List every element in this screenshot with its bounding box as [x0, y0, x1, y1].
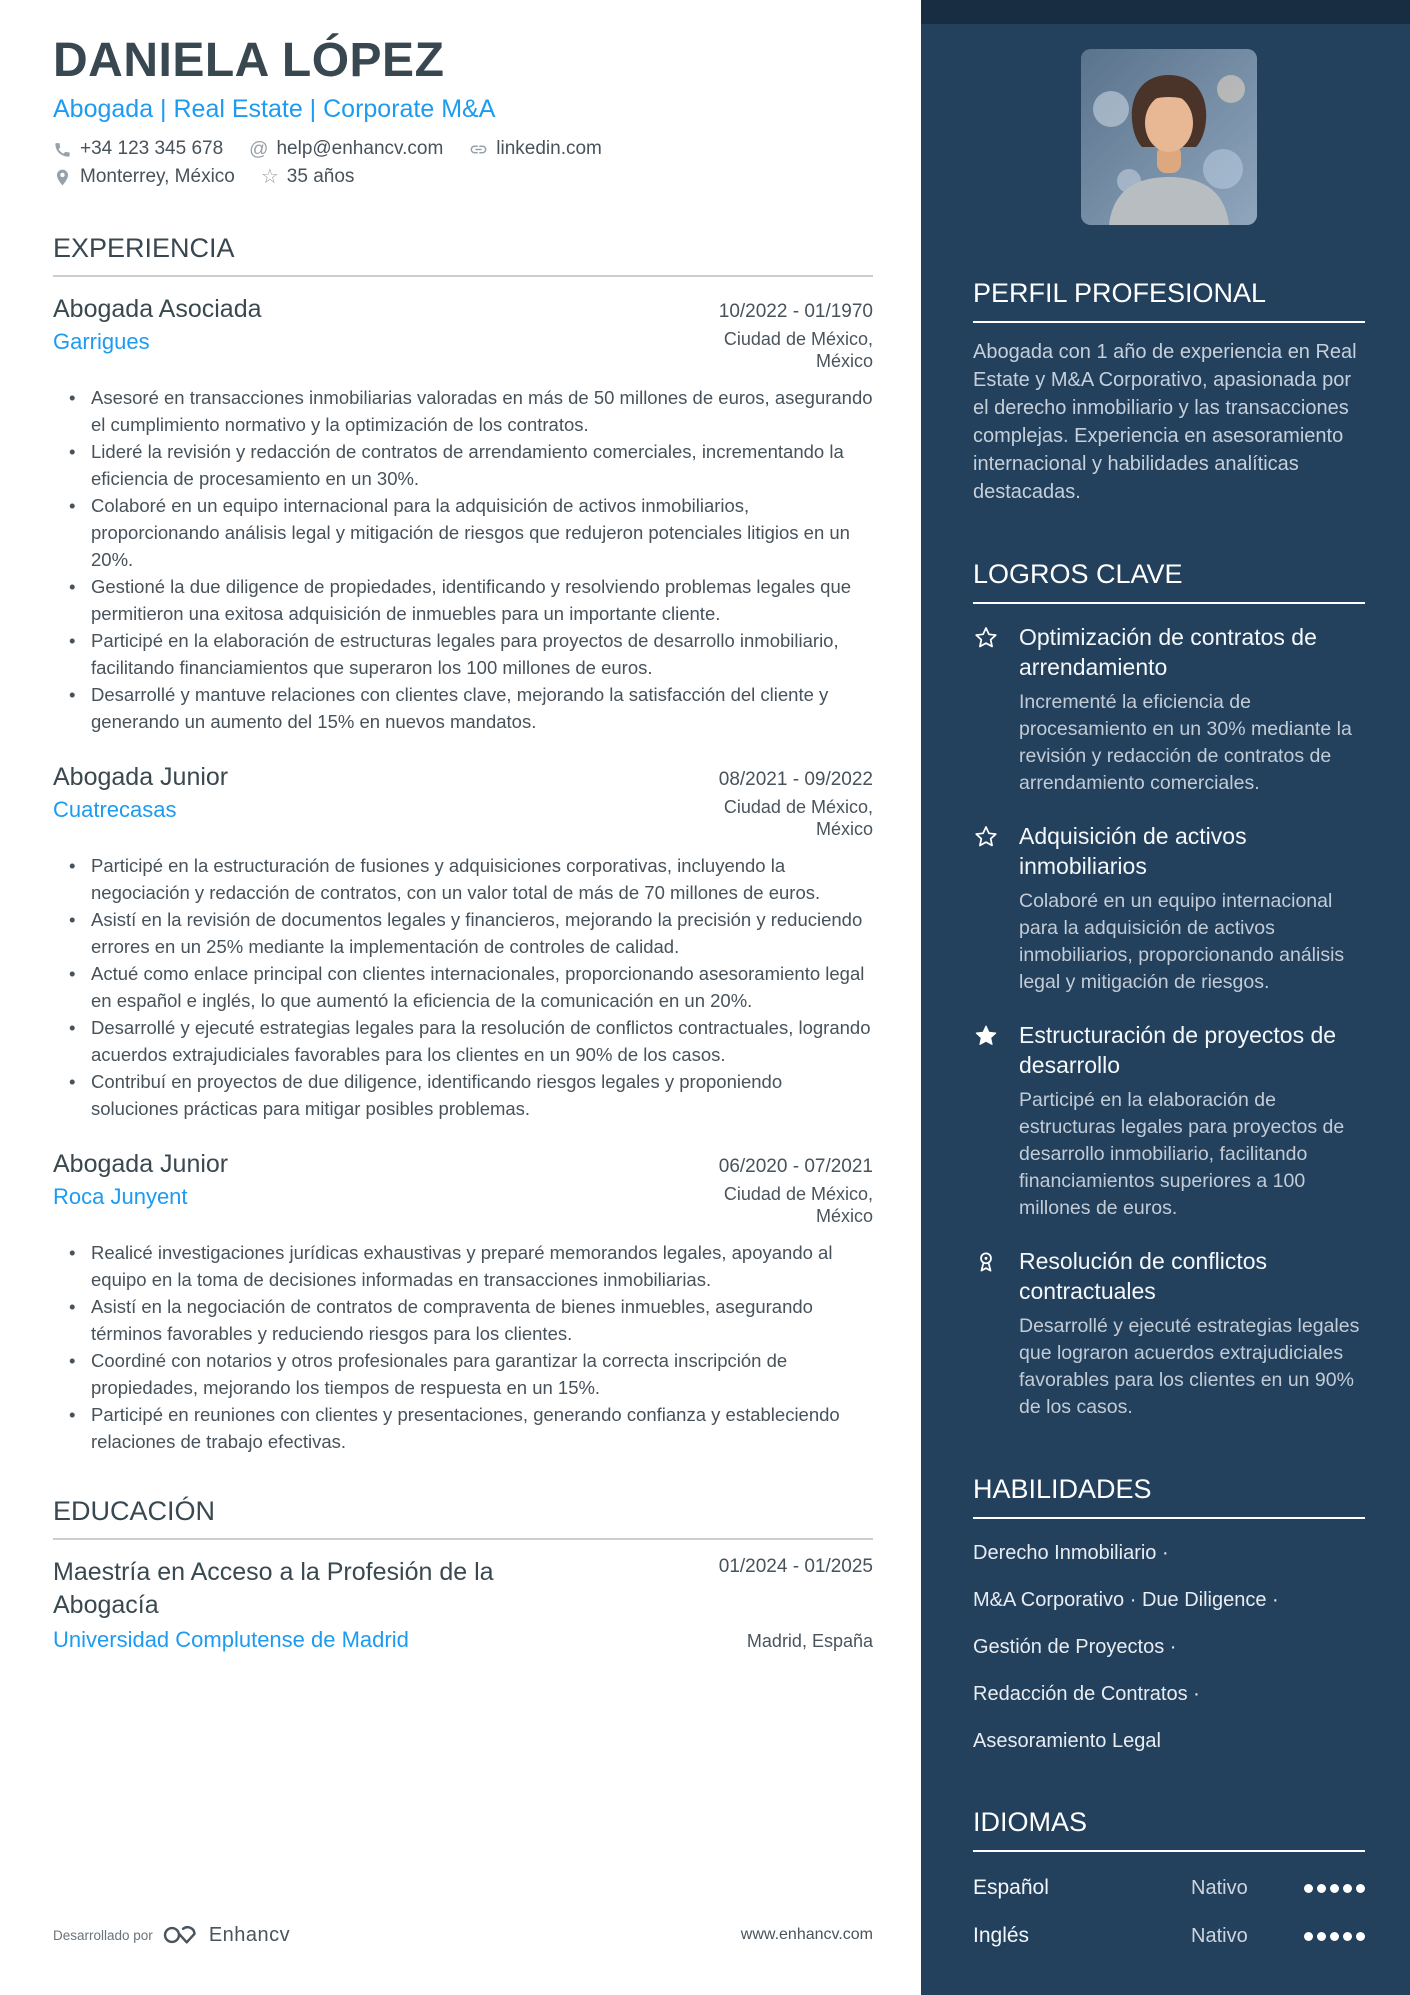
skill-item: Asesoramiento Legal	[973, 1730, 1161, 1752]
star-outline-icon	[973, 821, 1019, 881]
sidebar-top-strip	[921, 0, 1410, 24]
star-outline-icon	[973, 622, 1019, 682]
bullet-item: • Participé en la elaboración de estructuras legales para proyectos de desarrollo inmobiliario, facilitando financiamientos que superaron los 100 millones de euros.	[53, 627, 873, 681]
achievement-description: Desarrollé y ejecuté estrategias legales que lograron acuerdos extrajudiciales favorables para los clientes en un 90% de los casos.	[1019, 1315, 1360, 1418]
proficiency-dot	[1356, 1932, 1365, 1941]
bullet-item: • Asistí en la revisión de documentos legales y financieros, mejorando la precisión y reduciendo errores en un 25% mediante la implementación de controles de calidad.	[53, 906, 873, 960]
bullet-item: • Desarrollé y ejecuté estrategias legales para la resolución de conflictos contractuales, logrando acuerdos extrajudiciales favorables para los clientes en un 90% de los casos.	[53, 1014, 873, 1068]
bullet-item: • Asistí en la negociación de contratos de compraventa de bienes inmuebles, asegurando términos favorables y reduciendo riesgos para los clientes.	[53, 1293, 873, 1347]
bullet-item: • Lideré la revisión y redacción de contratos de arrendamiento comerciales, incrementando la eficiencia de procesamiento en un 30%.	[53, 438, 873, 492]
skill-item: M&A Corporativo · Due Diligence ·	[973, 1589, 1279, 1611]
language-row	[973, 1924, 1365, 1948]
avatar-image	[1081, 49, 1257, 225]
job-bullets	[53, 1239, 873, 1455]
proficiency-dot	[1317, 1884, 1326, 1893]
education-heading: EDUCACIÓN	[53, 1495, 873, 1540]
proficiency-dot	[1317, 1932, 1326, 1941]
language-row	[973, 1876, 1365, 1900]
bullet-item: • Contribuí en proyectos de due diligence, identificando riesgos legales y proponiendo soluciones prácticas para mitigar posibles problemas.	[53, 1068, 873, 1122]
proficiency-dot	[1330, 1932, 1339, 1941]
job-title: Abogada Junior	[53, 763, 229, 791]
bullet-item: • Desarrollé y mantuve relaciones con clientes clave, mejorando la satisfacción del cliente y generando un aumento del 15% en nuevos mandatos.	[53, 681, 873, 735]
achievement-item	[973, 821, 1365, 996]
header	[53, 34, 873, 188]
languages-list	[973, 1876, 1365, 1948]
medal-icon	[973, 1246, 1019, 1306]
star-icon: ☆	[260, 165, 279, 188]
school-link[interactable]: Universidad Complutense de Madrid	[53, 1627, 409, 1652]
job-dates: 06/2020 - 07/2021	[718, 1156, 873, 1177]
languages-heading: IDIOMAS	[973, 1806, 1365, 1852]
proficiency-dot	[1304, 1932, 1313, 1941]
job-entry	[53, 293, 873, 735]
at-icon: @	[249, 138, 269, 160]
job-bullets	[53, 384, 873, 735]
website-link[interactable]: www.enhancv.com	[740, 1926, 873, 1943]
achievements-section	[973, 558, 1365, 1421]
footer	[53, 1923, 873, 1947]
language-name: Español	[973, 1876, 1049, 1899]
headline: Abogada | Real Estate | Corporate M&A	[53, 95, 496, 123]
bullet-item: • Realicé investigaciones jurídicas exhaustivas y preparé memorandos legales, apoyando al equipo en la toma de decisiones informadas en transacciones inmobiliarias.	[53, 1239, 873, 1293]
contact-row-1	[53, 138, 873, 160]
job-entry	[53, 1148, 873, 1455]
achievement-title: Resolución de conflictos contractuales	[1019, 1248, 1268, 1304]
language-level: Nativo	[1191, 1876, 1248, 1899]
skills-heading: HABILIDADES	[973, 1473, 1365, 1519]
linkedin-text: linkedin.com	[496, 138, 602, 159]
language-level: Nativo	[1191, 1924, 1248, 1947]
star-filled-icon	[973, 1020, 1019, 1080]
job-title: Abogada Asociada	[53, 295, 262, 323]
company-link[interactable]: Garrigues	[53, 329, 150, 354]
bullet-item: • Coordiné con notarios y otros profesionales para garantizar la correcta inscripción de propiedades, mejorando los tiempos de respuesta en un 15%.	[53, 1347, 873, 1401]
enhancv-logo-icon	[163, 1923, 199, 1947]
profile-text: Abogada con 1 año de experiencia en Real Estate y M&A Corporativo, apasionada por el derecho inmobiliario y las transacciones complejas. Experiencia en asesoramiento internacional y habilidades analíticas destacadas.	[973, 341, 1357, 503]
location-pin-icon	[53, 168, 72, 187]
job-location: Ciudad de México, México	[723, 329, 873, 371]
language-name: Inglés	[973, 1924, 1030, 1947]
location	[53, 166, 235, 188]
linkedin[interactable]	[469, 138, 602, 160]
achievement-item	[973, 1020, 1365, 1222]
bullet-item: • Colaboré en un equipo internacional para la adquisición de activos inmobiliarios, proporcionando análisis legal y mitigación de riesgos que redujeron potenciales litigios en un 20%.	[53, 492, 873, 573]
job-entry	[53, 761, 873, 1122]
experience-section	[53, 232, 873, 1455]
skills-section	[973, 1473, 1365, 1754]
company-link[interactable]: Cuatrecasas	[53, 797, 177, 822]
job-dates: 10/2022 - 01/1970	[718, 301, 873, 322]
bullet-item: • Asesoré en transacciones inmobiliarias valoradas en más de 50 millones de euros, asegurando el cumplimiento normativo y la optimización de los contratos.	[53, 384, 873, 438]
language-proficiency-dots	[1304, 1884, 1365, 1893]
education-dates: 01/2024 - 01/2025	[718, 1556, 873, 1577]
phone	[53, 138, 223, 160]
achievements-list	[973, 622, 1365, 1421]
bullet-item: • Actué como enlace principal con clientes internacionales, proporcionando asesoramiento legal en español e inglés, lo que aumentó la eficiencia de la comunicación en un 20%.	[53, 960, 873, 1014]
job-location: Ciudad de México, México	[723, 1184, 873, 1226]
achievement-title: Adquisición de activos inmobiliarios	[1019, 823, 1247, 879]
proficiency-dot	[1343, 1884, 1352, 1893]
location-text: Monterrey, México	[80, 166, 235, 187]
brand-name: Enhancv	[208, 1923, 291, 1946]
job-dates: 08/2021 - 09/2022	[718, 769, 873, 790]
link-icon	[469, 140, 488, 159]
degree: Maestría en Acceso a la Profesión de la Abogacía	[53, 1558, 494, 1619]
sidebar	[921, 0, 1410, 1995]
powered-by[interactable]	[53, 1923, 290, 1947]
job-bullets	[53, 852, 873, 1122]
skills-list	[973, 1541, 1365, 1754]
proficiency-dot	[1343, 1932, 1352, 1941]
achievement-item	[973, 1246, 1365, 1421]
company-link[interactable]: Roca Junyent	[53, 1184, 188, 1209]
phone-text: +34 123 345 678	[80, 138, 224, 159]
age-text: 35 años	[286, 166, 355, 187]
languages-section	[973, 1806, 1365, 1948]
bullet-item: • Gestioné la due diligence de propiedades, identificando y resolviendo problemas legales que permitieron una exitosa adquisición de inmuebles para un importante cliente.	[53, 573, 873, 627]
skill-item: Gestión de Proyectos ·	[973, 1636, 1177, 1658]
education-section	[53, 1495, 873, 1654]
profile-heading: PERFIL PROFESIONAL	[973, 277, 1365, 323]
achievement-description: Incrementé la eficiencia de procesamiento en un 30% mediante la revisión y redacción de contratos de arrendamiento comerciales.	[1019, 691, 1352, 794]
education-location: Madrid, España	[746, 1631, 873, 1651]
achievement-title: Estructuración de proyectos de desarrollo	[1019, 1022, 1337, 1078]
name: DANIELA LÓPEZ	[53, 34, 445, 87]
bullet-item: • Participé en la estructuración de fusiones y adquisiciones corporativas, incluyendo la negociación y redacción de contratos, con un valor total de más de 70 millones de euros.	[53, 852, 873, 906]
contact-row-2	[53, 166, 873, 188]
proficiency-dot	[1330, 1884, 1339, 1893]
proficiency-dot	[1356, 1884, 1365, 1893]
job-location: Ciudad de México, México	[723, 797, 873, 839]
job-title: Abogada Junior	[53, 1150, 229, 1178]
powered-by-text: Desarrollado por	[53, 1927, 153, 1943]
achievement-description: Colaboré en un equipo internacional para la adquisición de activos inmobiliarios, proporcionando análisis legal y mitigación de riesgos.	[1019, 890, 1345, 993]
jobs	[53, 293, 873, 1455]
skill-item: Derecho Inmobiliario ·	[973, 1542, 1169, 1564]
profile-photo	[1081, 49, 1257, 225]
achievements-heading: LOGROS CLAVE	[973, 558, 1365, 604]
skill-item: Redacción de Contratos ·	[973, 1683, 1200, 1705]
phone-icon	[53, 140, 72, 159]
achievement-description: Participé en la elaboración de estructuras legales para proyectos de desarrollo inmobiliario, facilitando financiamientos superiores a 100 millones de euros.	[1019, 1089, 1345, 1219]
achievement-title: Optimización de contratos de arrendamiento	[1019, 624, 1317, 680]
age	[261, 166, 355, 188]
email[interactable]	[249, 138, 443, 160]
email-text: help@enhancv.com	[276, 138, 444, 159]
language-proficiency-dots	[1304, 1932, 1365, 1941]
bullet-item: • Participé en reuniones con clientes y presentaciones, generando confianza y estableciendo relaciones de trabajo efectivas.	[53, 1401, 873, 1455]
proficiency-dot	[1304, 1884, 1313, 1893]
profile-section	[973, 277, 1365, 506]
experience-heading: EXPERIENCIA	[53, 232, 873, 277]
achievement-item	[973, 622, 1365, 797]
